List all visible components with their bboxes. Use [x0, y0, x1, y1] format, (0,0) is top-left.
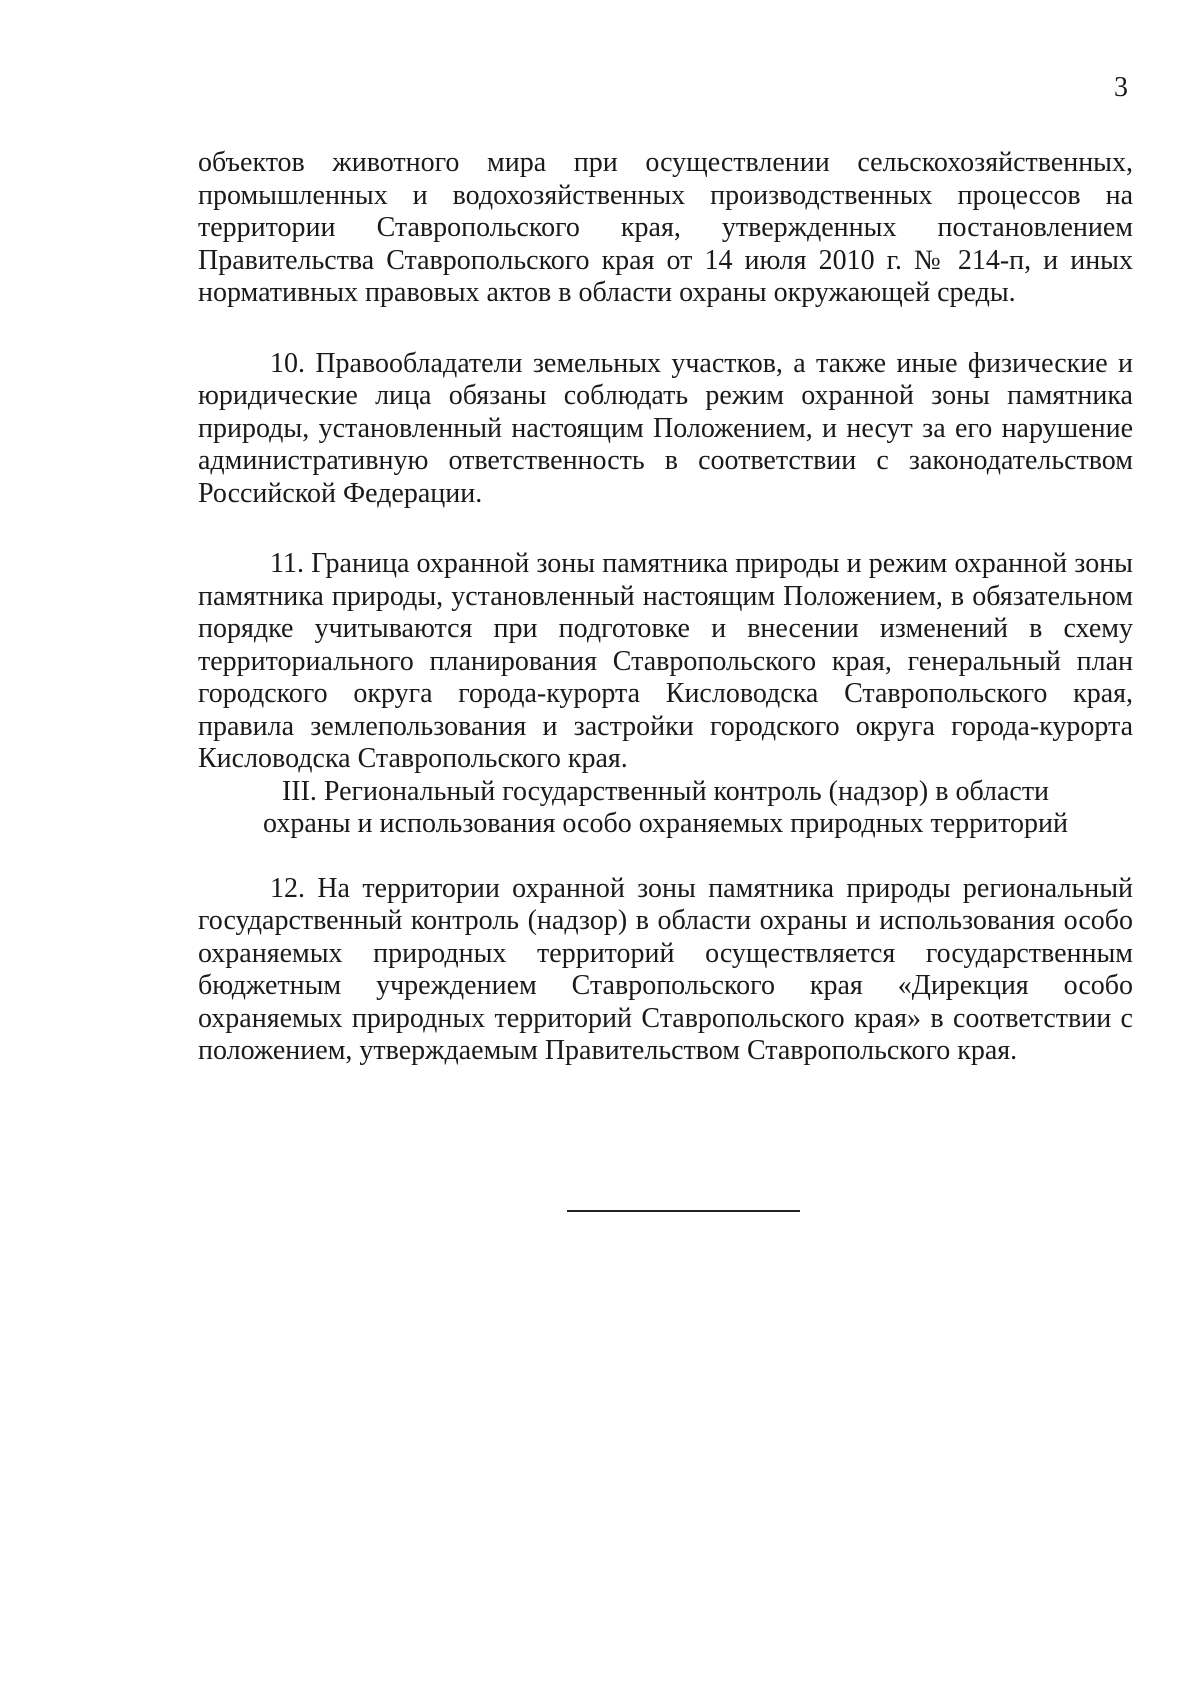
paragraph-10: 10. Правообладатели земельных участков, а также иные физические и юридические лица обязаны соблюдать режим охранной зоны памятника природы, установленный настоящим Положением, и несут за его нарушение административную ответственность в соответствии с законодательством Российской Федерации.	[198, 347, 1133, 509]
section-heading-line-2: охраны и использования особо охраняемых природных территорий	[263, 808, 1068, 839]
paragraph-11: 11. Граница охранной зоны памятника природы и режим охранной зоны памятника природы, установленный настоящим Положением, в обязательном порядке учитываются при подготовке и внесении изменений в схему территориального планирования Ставропольского края, генеральный план городского округа города-курорта Кисловодска Ставропольского края, правила землепользования и застройки городского округа города-курорта Кисловодска Ставропольского края.	[198, 548, 1133, 774]
end-of-document-rule	[567, 1210, 800, 1212]
paragraph-12: 12. На территории охранной зоны памятника природы региональный государственный контроль (надзор) в области охраны и использования особо охраняемых природных территорий осуществляется государственным бюджетным учреждением Ставропольского края «Дирекция особо охраняемых природных территорий Ставропольского края» в соответствии с положением, утверждаемым Правительством Ставропольского края.	[198, 872, 1133, 1066]
section-heading-line-1: III. Региональный государственный контроль (надзор) в области	[281, 775, 1050, 807]
page-number: 3	[1114, 72, 1128, 103]
paragraph-continuation: объектов животного мира при осуществлении сельскохозяйственных, промышленных и водохозяйственных производственных процессов на территории Ставропольского края, утвержденных постановлением Правительства Ставропольского края от 14 июля 2010 г. № 214-п, и иных нормативных правовых актов в области охраны окружающей среды.	[198, 147, 1133, 308]
section-heading	[198, 776, 1133, 841]
document-body	[198, 147, 1133, 1068]
